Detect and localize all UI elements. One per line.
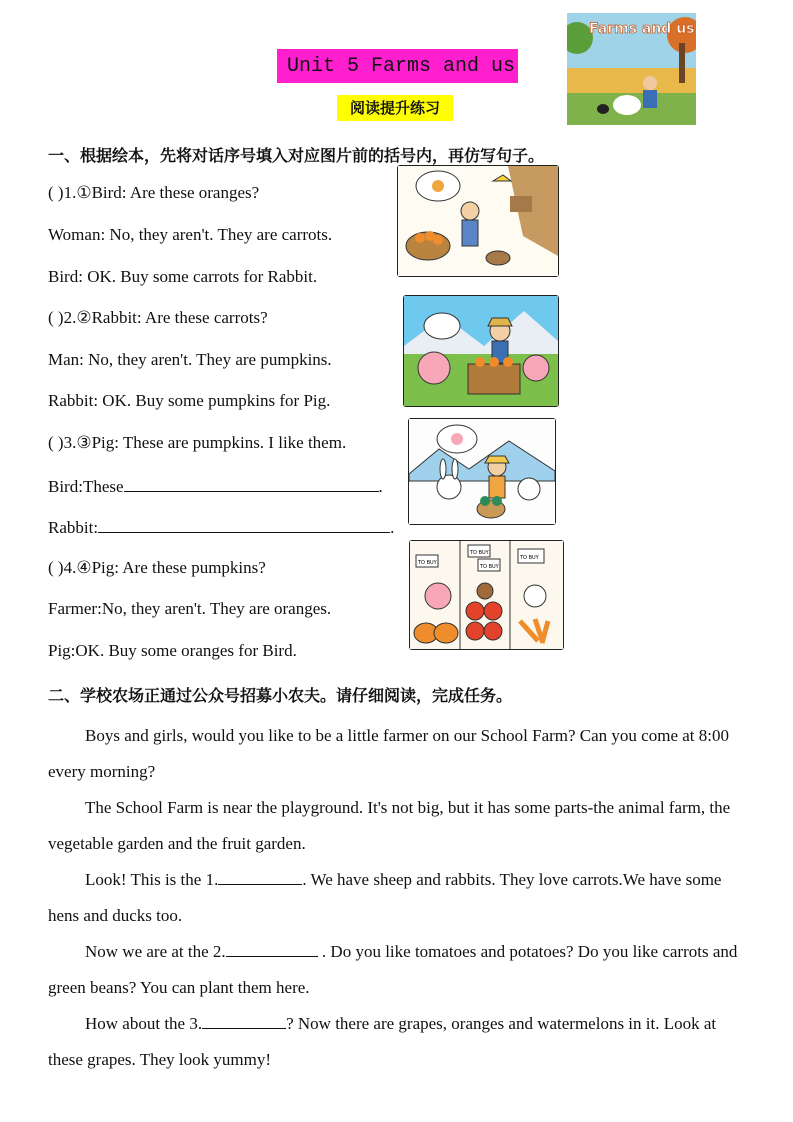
dialog-line: ( )1.①Bird: Are these oranges?	[48, 183, 260, 202]
paragraph-3-end: . We have sheep and rabbits. They love carrots.We have some hens and ducks too.	[48, 870, 722, 925]
bird-answer-blank[interactable]	[124, 475, 379, 492]
dialog-line: ( )2.②Rabbit: Are these carrots?	[48, 308, 268, 327]
story-picture-1	[397, 165, 559, 277]
paragraph-5-start: How about the 3.	[85, 1014, 203, 1033]
sign-text: TO BUY	[480, 564, 499, 570]
paragraph-1: Boys and girls, would you like to be a little farmer on our School Farm? Can you come at 8:00 every morning?	[48, 726, 729, 781]
bird-answer-row	[48, 475, 383, 497]
story-picture-4	[409, 540, 564, 650]
paragraph-5-end: ? Now there are grapes, oranges and watermelons in it. Look at these grapes. They look yummy!	[48, 1014, 717, 1069]
blank-2[interactable]	[226, 940, 318, 957]
dialog-line: Bird: OK. Buy some carrots for Rabbit.	[48, 267, 318, 286]
bird-period: .	[378, 477, 383, 496]
rabbit-answer-blank[interactable]	[98, 516, 390, 533]
dialog-line: Rabbit: OK. Buy some pumpkins for Pig.	[48, 391, 331, 410]
paragraph-3	[48, 862, 748, 934]
rabbit-label: Rabbit:	[48, 518, 99, 537]
section1-heading: 一、根据绘本，先将对话序号填入对应图片前的括号内，再仿写句子。	[48, 146, 545, 165]
paragraph-5	[48, 1006, 748, 1078]
paragraph-3-start: Look! This is the 1.	[85, 870, 219, 889]
paragraph-4-start: Now we are at the 2.	[85, 942, 226, 961]
rabbit-period: .	[390, 518, 395, 537]
story-picture-2	[403, 295, 559, 407]
story-picture-3	[408, 418, 556, 525]
dialog-line: Farmer:No, they aren't. They are oranges.	[48, 599, 332, 618]
paragraph-4	[48, 934, 748, 1006]
paragraph-2: The School Farm is near the playground. It's not big, but it has some parts-the animal farm, the vegetable garden and the fruit garden.	[48, 798, 731, 853]
page-title: Unit 5 Farms and us	[277, 49, 518, 83]
sign-text: TO BUY	[470, 550, 489, 556]
sign-text: TO BUY	[418, 560, 437, 566]
bird-label: Bird:These	[48, 477, 124, 496]
logo-text: Farms and us	[589, 21, 695, 37]
rabbit-answer-row	[48, 516, 394, 538]
blank-3[interactable]	[202, 1012, 286, 1029]
dialog-line: Woman: No, they aren't. They are carrots.	[48, 225, 333, 244]
sign-text: TO BUY	[520, 555, 539, 561]
page-subtitle: 阅读提升练习	[337, 95, 453, 121]
dialog-line: ( )3.③Pig: These are pumpkins. I like them.	[48, 433, 347, 452]
dialog-line: Man: No, they aren't. They are pumpkins.	[48, 350, 332, 369]
dialog-line: ( )4.④Pig: Are these pumpkins?	[48, 558, 266, 577]
dialog-line: Pig:OK. Buy some oranges for Bird.	[48, 641, 297, 660]
section2-heading: 二、学校农场正通过公众号招募小农夫。请仔细阅读，完成任务。	[48, 686, 513, 705]
farms-logo-image	[567, 13, 696, 125]
blank-1[interactable]	[218, 868, 302, 885]
paragraph-4-end: . Do you like tomatoes and potatoes? Do you like carrots and green beans? You can plant them here.	[48, 942, 738, 997]
